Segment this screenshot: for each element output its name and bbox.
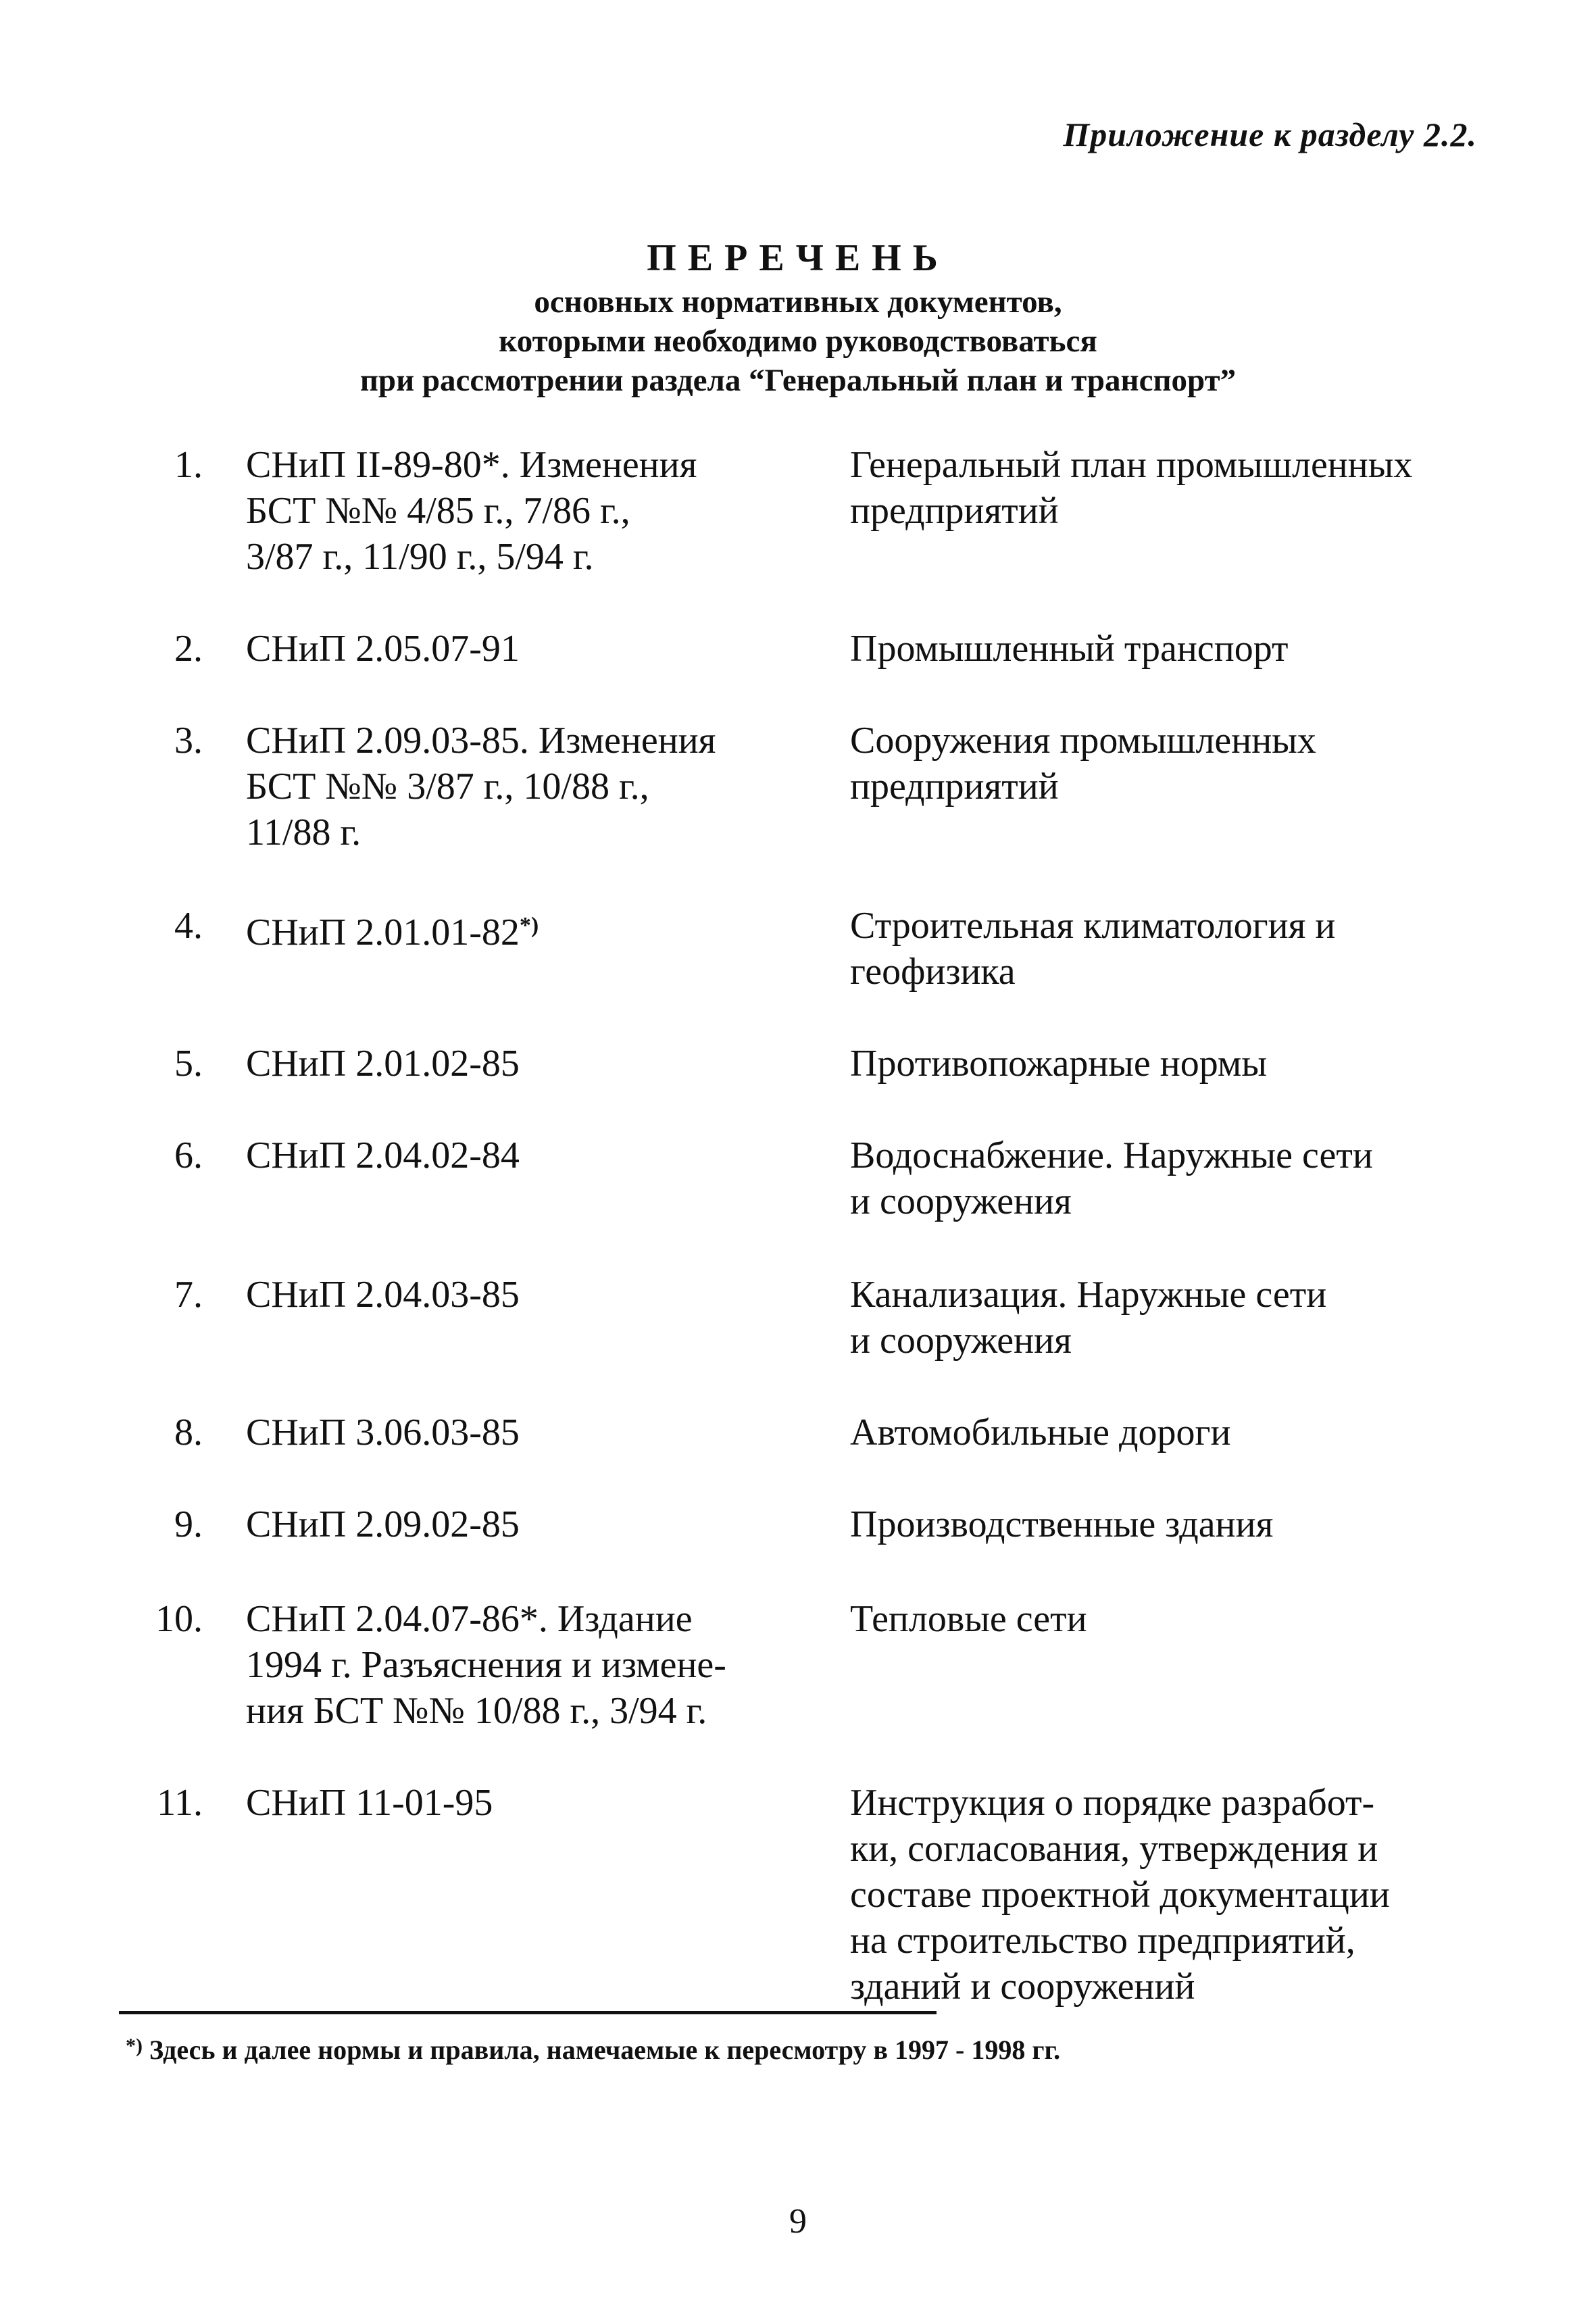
document-title-text: Инструкция о порядке разработ- ки, согласования, утверждения и составе проектной документации на строительство предприятий, зданий и сооружений — [850, 1782, 1390, 2008]
item-number: 6. — [174, 1135, 203, 1176]
document-code: СНиП 2.09.02-85 — [246, 1503, 520, 1545]
document-title-text: Строительная климатология и геофизика — [850, 905, 1336, 993]
document-code-text: СНиП 2.01.01-82 — [246, 912, 520, 953]
document-title-text: Промышленный транспорт — [850, 628, 1289, 670]
item-number: 11. — [157, 1782, 203, 1824]
document-code: СНиП 2.05.07-91 — [246, 628, 520, 670]
document-code: СНиП 2.01.02-85 — [246, 1043, 520, 1085]
item-number: 4. — [174, 905, 203, 947]
document-code: СНиП 11-01-95 — [246, 1782, 493, 1824]
document-code: СНиП 2.04.02-84 — [246, 1135, 520, 1176]
subtitle-line-3: при рассмотрении раздела “Генеральный план и транспорт” — [359, 363, 1237, 398]
document-title-text: Сооружения промышленных предприятий — [850, 720, 1316, 807]
item-number: 7. — [174, 1274, 203, 1316]
document-title-text: Канализация. Наружные сети и сооружения — [850, 1274, 1327, 1362]
footnote-marker: *) — [126, 2035, 143, 2057]
document-title: ПЕРЕЧЕНЬ — [647, 237, 949, 279]
document-title-text: Тепловые сети — [850, 1598, 1087, 1640]
footnote-text: Здесь и далее нормы и правила, намечаемые к пересмотру в 1997 - 1998 гг. — [143, 2035, 1061, 2065]
page-number: 9 — [789, 2202, 807, 2241]
document-code: СНиП 2.04.03-85 — [246, 1274, 520, 1316]
document-title-text: Генеральный план промышленных предприятий — [850, 444, 1413, 532]
document-title-text: Противопожарные нормы — [850, 1043, 1267, 1085]
subtitle-line-1: основных нормативных документов, — [534, 284, 1062, 320]
footnote-marker: *) — [519, 913, 539, 938]
document-title-text: Водоснабжение. Наружные сети и сооружения — [850, 1135, 1373, 1222]
item-number: 5. — [174, 1043, 203, 1085]
subtitle-line-2: которыми необходимо руководствоваться — [499, 324, 1097, 359]
document-title-text: Производственные здания — [850, 1503, 1274, 1545]
document-code: СНиП 2.09.03-85. Изменения БСТ №№ 3/87 г., 10/88 г., 11/88 г. — [246, 720, 716, 853]
document-title-text: Автомобильные дороги — [850, 1412, 1231, 1453]
item-number: 2. — [174, 628, 203, 670]
document-code: СНиП II-89-80*. Изменения БСТ №№ 4/85 г., 7/86 г., 3/87 г., 11/90 г., 5/94 г. — [246, 444, 697, 578]
item-number: 9. — [174, 1503, 203, 1545]
appendix-note: Приложение к разделу 2.2. — [1063, 116, 1477, 153]
footnote — [126, 2034, 1060, 2066]
item-number: 1. — [174, 444, 203, 486]
item-number: 10. — [155, 1598, 203, 1640]
footnote-divider — [119, 2011, 937, 2014]
item-number: 3. — [174, 720, 203, 762]
document-code — [246, 903, 841, 955]
document-code: СНиП 3.06.03-85 — [246, 1412, 520, 1453]
item-number: 8. — [174, 1412, 203, 1453]
document-code: СНиП 2.04.07-86*. Издание 1994 г. Разъяснения и измене- ния БСТ №№ 10/88 г., 3/94 г. — [246, 1598, 726, 1732]
